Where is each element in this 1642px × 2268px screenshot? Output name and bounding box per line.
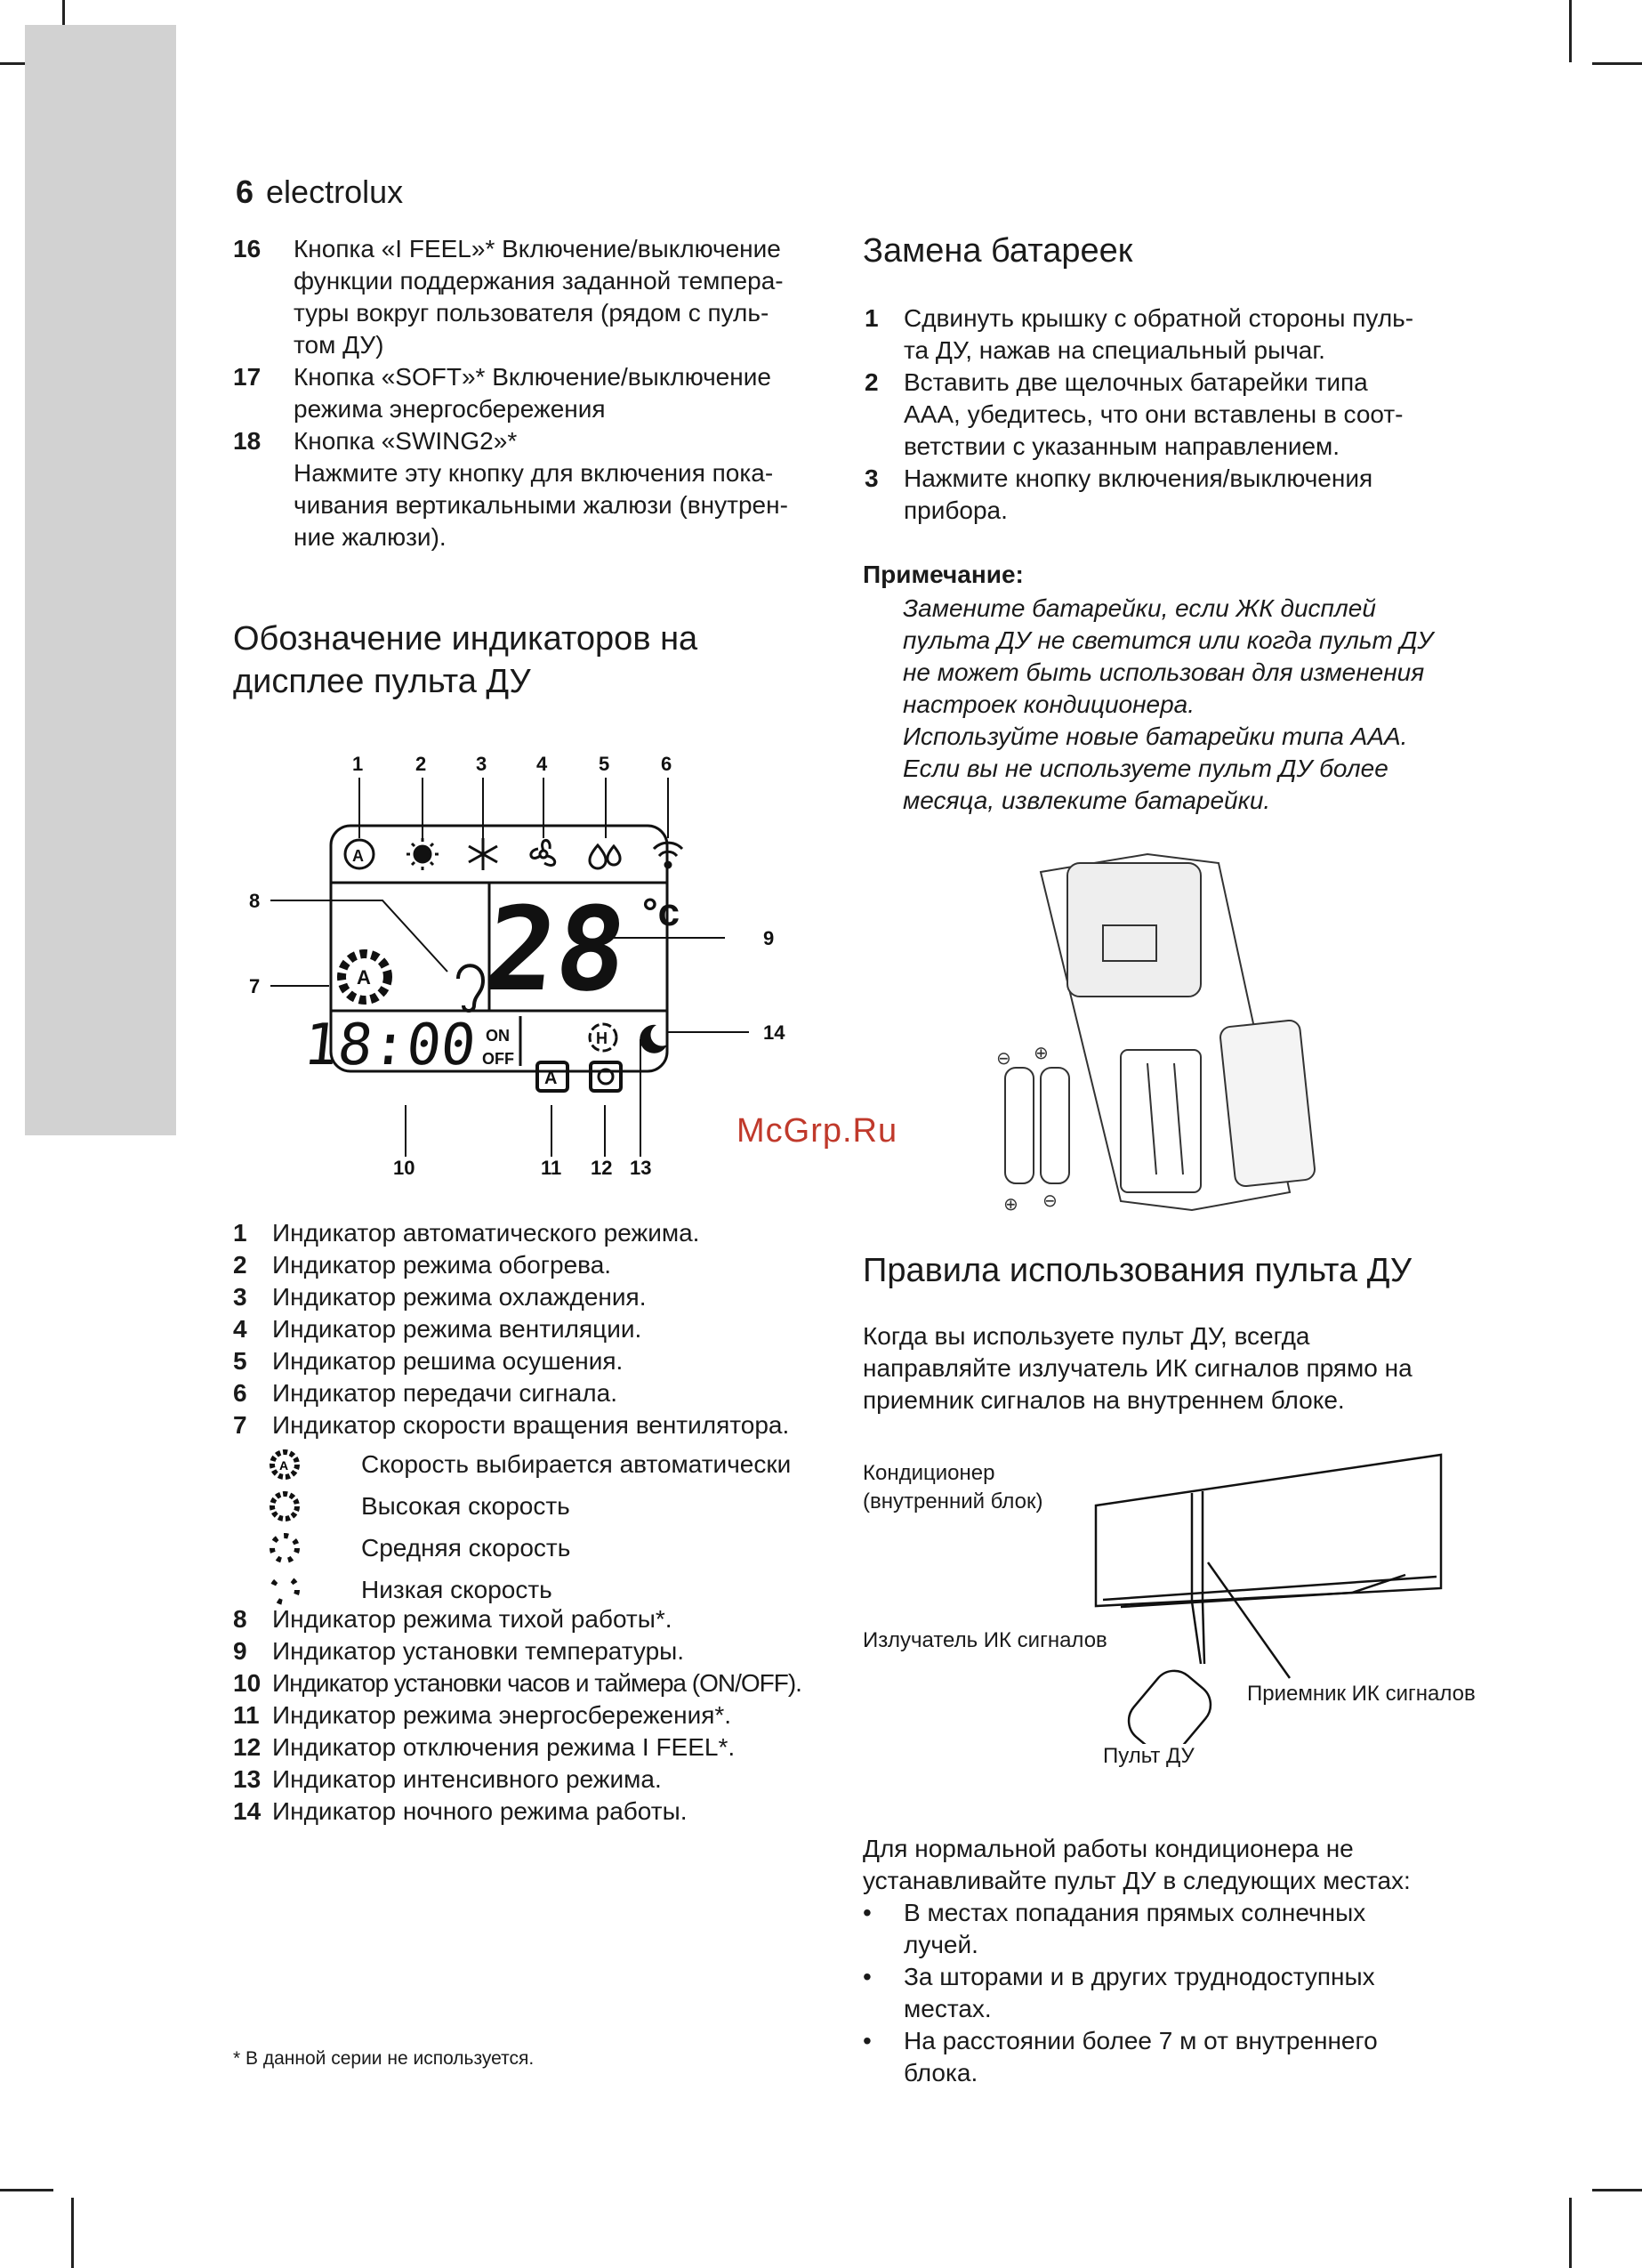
note-line: Используйте новые батарейки типа ААА. <box>903 722 1408 750</box>
item-line: Кнопка «I FEEL»* Включение/выключение <box>294 235 781 262</box>
battery-slot <box>1147 1063 1156 1174</box>
rules-paragraph <box>863 1833 1521 1897</box>
temp-display: 28 <box>479 882 633 1017</box>
indoor-unit <box>1096 1455 1441 1606</box>
button-item <box>233 233 820 361</box>
receiver-label: Приемник ИК сигналов <box>1247 1682 1476 1706</box>
crop-mark <box>71 2198 74 2268</box>
page-header <box>236 174 403 211</box>
item-text: Индикатор отключения режима I FEEL*. <box>272 1733 736 1761</box>
step-line: ветствии с указанным направлением. <box>904 432 1340 460</box>
clock-display: 18:00 <box>300 1012 479 1078</box>
rules-bullets <box>863 1897 1521 2089</box>
svg-text:A: A <box>357 966 371 989</box>
callout-1: 1 <box>352 753 364 775</box>
note-line: не может быть использован для изменения <box>903 658 1425 686</box>
svg-text:A: A <box>279 1457 289 1473</box>
item-line: Кнопка «SWING2»* <box>294 427 518 455</box>
step-line: та ДУ, нажав на специальный рычаг. <box>904 336 1325 364</box>
note-line: настроек кондиционера. <box>903 690 1195 718</box>
step-line: Вставить две щелочных батарейки типа <box>904 368 1368 396</box>
page-number: 6 <box>236 174 254 210</box>
note-line: месяца, извлеките батарейки. <box>903 787 1271 814</box>
item-text: Индикатор автоматического режима. <box>272 1219 700 1247</box>
callout-12: 12 <box>591 1157 613 1179</box>
minus-sign: ⊖ <box>1042 1190 1058 1211</box>
item-text: Индикатор режима тихой работы*. <box>272 1605 672 1633</box>
sun-icon <box>415 846 431 862</box>
crop-mark <box>1592 62 1642 65</box>
item-line: туры вокруг пользователя (рядом с пуль- <box>294 299 769 327</box>
side-tab <box>25 25 176 1135</box>
step-number: 2 <box>865 368 879 396</box>
drops-icon <box>590 845 620 868</box>
remote-label: Пульт ДУ <box>1103 1744 1195 1768</box>
ac-label-line: (внутренний блок) <box>863 1489 1043 1513</box>
indicator-item <box>233 1603 838 1635</box>
callout-11: 11 <box>541 1157 562 1179</box>
battery-slot <box>1174 1063 1183 1174</box>
crop-mark <box>1569 0 1572 62</box>
item-number: 12 <box>233 1733 262 1761</box>
item-line: режима энергосбережения <box>294 395 606 423</box>
item-number: 1 <box>233 1219 247 1247</box>
bullet-item <box>863 2025 1521 2089</box>
crop-mark <box>1569 2198 1572 2268</box>
fan-icon <box>531 840 555 865</box>
item-number: 11 <box>233 1701 260 1729</box>
callout-line <box>270 900 447 972</box>
item-line: чивания вертикальными жалюзи (внутрен- <box>294 491 788 519</box>
battery-step <box>863 367 1503 463</box>
step-line: Сдвинуть крышку с обратной стороны пуль- <box>904 304 1414 332</box>
item-line: Кнопка «SOFT»* Включение/выключение <box>294 363 771 391</box>
bullet-dot: • <box>863 1899 872 1926</box>
callout-6: 6 <box>661 753 672 775</box>
emitter-label: Излучатель ИК сигналов <box>863 1628 1107 1652</box>
indicator-item <box>233 1731 838 1764</box>
fan-speed-item <box>267 1485 836 1527</box>
watermark: McGrp.Ru <box>736 1112 898 1150</box>
battery-steps <box>863 303 1503 527</box>
intro-line: Когда вы используете пульт ДУ, всегда <box>863 1322 1310 1350</box>
minus-sign: ⊖ <box>996 1047 1011 1069</box>
item-text: Индикатор установки часов и таймера (ON/OFF). <box>272 1669 801 1697</box>
item-number: 2 <box>233 1251 247 1279</box>
item-number: 8 <box>233 1605 247 1633</box>
fan-high-icon <box>267 1489 302 1524</box>
rules-intro <box>863 1320 1521 1416</box>
turbo-letter: H <box>596 1029 608 1047</box>
item-line: ние жалюзи). <box>294 523 447 551</box>
crop-mark <box>0 62 25 65</box>
bullet-line: На расстоянии более 7 м от внутреннего <box>904 2027 1378 2054</box>
item-number: 3 <box>233 1283 247 1311</box>
fan-speed-item <box>267 1443 836 1485</box>
item-number: 14 <box>233 1797 262 1825</box>
ear-icon <box>458 965 483 1011</box>
para-line: устанавливайте пульт ДУ в следующих местах: <box>863 1867 1411 1894</box>
indicator-item <box>233 1281 838 1313</box>
fan-speed-item <box>267 1527 836 1569</box>
bullet-line: лучей. <box>904 1931 978 1958</box>
step-line: прибора. <box>904 496 1008 524</box>
item-text: Индикатор интенсивного режима. <box>272 1765 662 1793</box>
indicator-item <box>233 1796 838 1828</box>
fan-medium-icon <box>267 1530 302 1566</box>
item-number: 10 <box>233 1669 262 1697</box>
item-text: Индикатор режима охлаждения. <box>272 1283 647 1311</box>
fan-low-icon <box>267 1572 302 1608</box>
item-number: 9 <box>233 1637 247 1665</box>
fan-speed-list <box>267 1443 836 1610</box>
indicator-item <box>233 1249 838 1281</box>
step-number: 1 <box>865 304 879 332</box>
indicator-item <box>233 1313 838 1345</box>
bullet-line: В местах попадания прямых солнечных <box>904 1899 1366 1926</box>
indicator-item <box>233 1764 838 1796</box>
indicators-title <box>233 617 838 703</box>
note-title: Примечание: <box>863 561 1024 588</box>
fan-speed-icon <box>342 954 388 1000</box>
ifeel-off-icon <box>591 1062 621 1091</box>
indicator-item <box>233 1699 838 1731</box>
indicator-item <box>233 1217 838 1249</box>
auto-mode-letter: A <box>352 847 364 865</box>
callout-10: 10 <box>393 1157 415 1179</box>
crop-mark <box>62 0 65 25</box>
item-number: 16 <box>233 235 262 262</box>
lcd-diagram <box>231 739 818 1192</box>
intro-line: направляйте излучатель ИК сигналов прямо на <box>863 1354 1413 1382</box>
battery-step <box>863 303 1503 367</box>
note-text <box>903 593 1525 817</box>
rules-title: Правила использования пульта ДУ <box>863 1252 1413 1289</box>
energy-save-letter: A <box>544 1069 558 1088</box>
item-number: 17 <box>233 363 262 391</box>
bullet-dot: • <box>863 2027 872 2054</box>
step-line: ААА, убедитесь, что они вставлены в соот- <box>904 400 1404 428</box>
callout-4: 4 <box>536 753 548 775</box>
bullet-item <box>863 1897 1521 1961</box>
fan-speed-text: Скорость выбирается автоматически <box>361 1449 792 1478</box>
indicator-list <box>233 1217 838 1441</box>
fan-auto-icon <box>267 1447 302 1482</box>
item-number: 7 <box>233 1411 247 1439</box>
fan-speed-text: Высокая скорость <box>361 1491 570 1520</box>
brand-name: electrolux <box>266 174 404 210</box>
note-line: Если вы не используете пульт ДУ более <box>903 755 1388 782</box>
battery-compartment <box>1121 1050 1201 1192</box>
item-number: 4 <box>233 1315 247 1343</box>
battery-2 <box>1041 1068 1069 1183</box>
timer-off-label: OFF <box>482 1050 514 1068</box>
step-number: 3 <box>865 464 879 492</box>
item-number: 5 <box>233 1347 247 1375</box>
item-line: функции поддержания заданной темпера- <box>294 267 784 295</box>
item-text: Индикатор ночного режима работы. <box>272 1797 688 1825</box>
fan-speed-text: Низкая скорость <box>361 1575 552 1603</box>
indicator-list-2 <box>233 1603 838 1828</box>
item-line: том ДУ) <box>294 331 384 359</box>
plus-sign: ⊕ <box>1003 1193 1018 1215</box>
battery-step <box>863 463 1503 527</box>
bullet-item <box>863 1961 1521 2025</box>
fan-speed-text: Средняя скорость <box>361 1533 571 1562</box>
temp-unit: °c <box>642 891 680 934</box>
night-mode-icon <box>640 1025 667 1053</box>
bullet-line: блока. <box>904 2059 978 2086</box>
battery-cover <box>1219 1020 1316 1187</box>
item-text: Индикатор режима энергосбережения*. <box>272 1701 732 1729</box>
callout-9: 9 <box>763 927 775 949</box>
bullet-dot: • <box>863 1963 872 1990</box>
ir-beam <box>1192 1602 1201 1664</box>
plus-sign: ⊕ <box>1034 1042 1049 1063</box>
button-item <box>233 425 820 553</box>
battery-title: Замена батареек <box>863 232 1133 270</box>
callout-5: 5 <box>599 753 610 775</box>
callout-8: 8 <box>249 890 261 912</box>
intro-line: приемник сигналов на внутреннем блоке. <box>863 1386 1345 1414</box>
item-text: Индикатор установки температуры. <box>272 1637 685 1665</box>
callout-7: 7 <box>249 975 261 997</box>
note-line: Замените батарейки, если ЖК дисплей <box>903 594 1376 622</box>
indicator-item <box>233 1409 838 1441</box>
footnote: * В данной серии не используется. <box>233 2048 535 2069</box>
indicator-item <box>233 1635 838 1667</box>
item-number: 18 <box>233 427 262 455</box>
button-item <box>233 361 820 425</box>
item-text: Индикатор передачи сигнала. <box>272 1379 617 1407</box>
title-line: дисплее пульта ДУ <box>233 663 531 700</box>
indicator-item <box>233 1667 838 1699</box>
remote-icon <box>1120 1662 1219 1744</box>
item-text: Индикатор решима осушения. <box>272 1347 624 1375</box>
indicator-item <box>233 1345 838 1377</box>
ac-label-line: Кондиционер <box>863 1461 995 1485</box>
callout-14: 14 <box>763 1021 785 1044</box>
item-text: Индикатор скорости вращения вентилятора. <box>272 1411 790 1439</box>
crop-mark <box>0 2189 53 2191</box>
crop-mark <box>1592 2189 1642 2191</box>
bullet-line: местах. <box>904 1995 992 2022</box>
item-line: Нажмите эту кнопку для включения пока- <box>294 459 774 487</box>
note-line: пульта ДУ не светится или когда пульт ДУ <box>903 626 1434 654</box>
item-text: Индикатор режима вентиляции. <box>272 1315 642 1343</box>
remote-battery-illustration <box>978 836 1388 1228</box>
ir-beam <box>1203 1602 1204 1664</box>
bullet-line: За шторами и в других труднодоступных <box>904 1963 1375 1990</box>
item-number: 13 <box>233 1765 262 1793</box>
receiver-pointer <box>1208 1562 1290 1678</box>
battery-1 <box>1005 1068 1034 1183</box>
remote-cover-area <box>1067 863 1201 997</box>
item-number: 6 <box>233 1379 247 1407</box>
callout-2: 2 <box>415 753 427 775</box>
ac-label <box>863 1459 1042 1516</box>
para-line: Для нормальной работы кондиционера не <box>863 1835 1354 1862</box>
callout-13: 13 <box>630 1157 652 1179</box>
button-list <box>233 233 820 553</box>
item-text: Индикатор режима обогрева. <box>272 1251 612 1279</box>
callout-3: 3 <box>476 753 487 775</box>
snowflake-icon <box>469 838 497 870</box>
title-line: Обозначение индикаторов на <box>233 620 698 658</box>
indicator-item <box>233 1377 838 1409</box>
timer-on-label: ON <box>486 1027 510 1045</box>
step-line: Нажмите кнопку включения/выключения <box>904 464 1373 492</box>
